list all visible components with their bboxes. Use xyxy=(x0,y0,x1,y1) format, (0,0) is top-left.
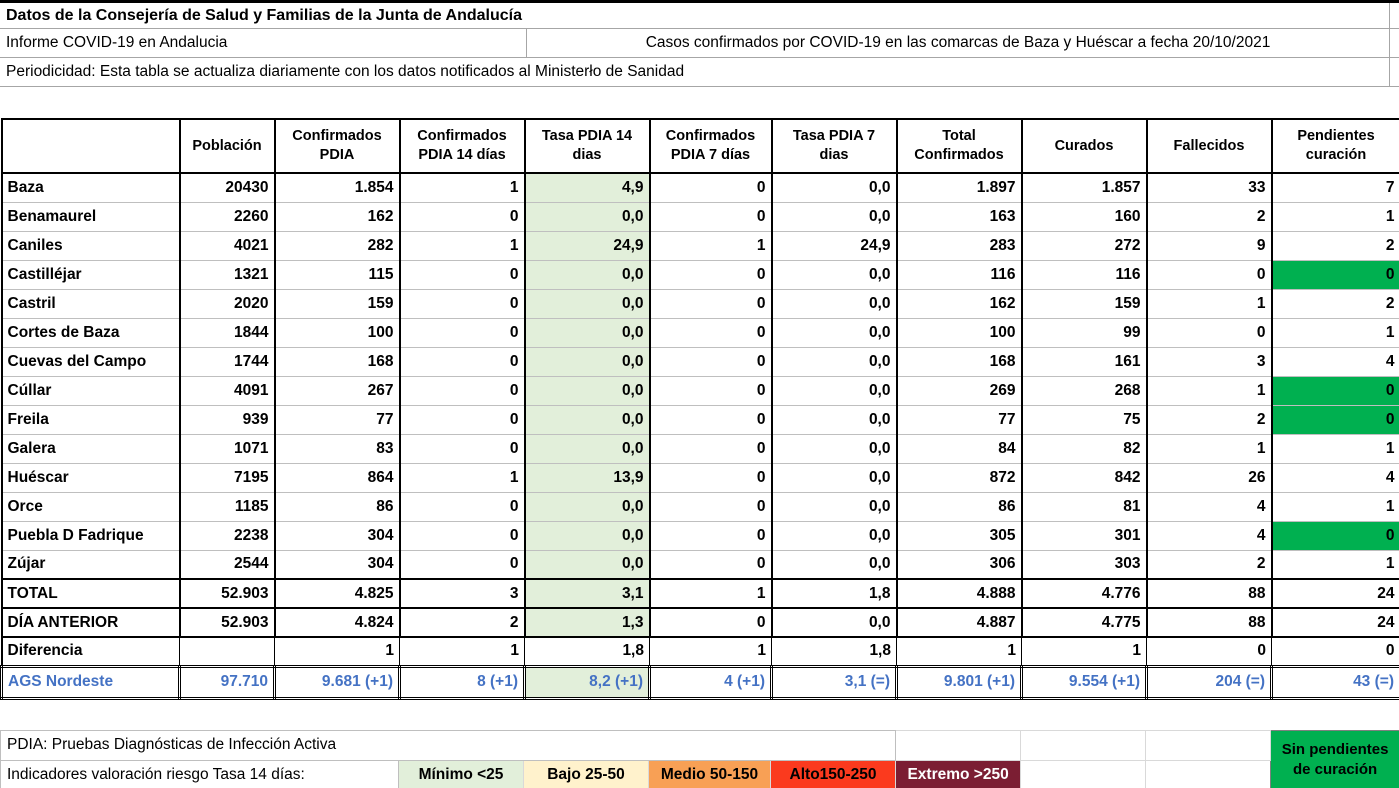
table-cell: 1.897 xyxy=(897,173,1022,202)
table-cell: 9 xyxy=(1147,231,1272,260)
table-cell: 1 xyxy=(1272,492,1399,521)
table-cell: 303 xyxy=(1022,550,1147,579)
column-header: Tasa PDIA 14 dias xyxy=(525,119,650,173)
table-row xyxy=(2,202,1399,231)
pdia-note-row xyxy=(1,730,1399,760)
table-cell: 1,3 xyxy=(525,608,650,637)
sheet-title-row xyxy=(0,0,1399,29)
row-name-cell: Castilléjar xyxy=(2,260,180,289)
table-cell: 0 xyxy=(400,405,525,434)
table-cell: 0,0 xyxy=(525,318,650,347)
table-cell: 1071 xyxy=(180,434,275,463)
table-header-row xyxy=(2,119,1399,173)
table-cell: 304 xyxy=(275,521,400,550)
table-cell: 267 xyxy=(275,376,400,405)
table-cell: 0,0 xyxy=(772,434,897,463)
table-cell: 159 xyxy=(1022,289,1147,318)
table-cell: 0 xyxy=(1272,376,1399,405)
grid-edge-line xyxy=(1389,29,1390,57)
table-cell: 0,0 xyxy=(772,521,897,550)
table-cell: 0 xyxy=(650,318,772,347)
table-cell: 1 xyxy=(275,637,400,666)
table-cell: 77 xyxy=(275,405,400,434)
table-cell: 1 xyxy=(1272,550,1399,579)
table-cell: 4.887 xyxy=(897,608,1022,637)
table-cell: 116 xyxy=(897,260,1022,289)
table-cell: 1744 xyxy=(180,347,275,376)
table-cell: 168 xyxy=(275,347,400,376)
table-cell: 33 xyxy=(1147,173,1272,202)
table-cell: 1 xyxy=(650,637,772,666)
table-cell: 0,0 xyxy=(772,260,897,289)
table-cell: 0 xyxy=(1272,260,1399,289)
table-cell: 4 (+1) xyxy=(650,666,772,698)
table-cell: 2 xyxy=(1272,231,1399,260)
table-row xyxy=(2,608,1399,637)
table-cell: 0,0 xyxy=(772,376,897,405)
table-cell: 282 xyxy=(275,231,400,260)
risk-legend-item: Alto150-250 xyxy=(771,760,896,788)
table-row xyxy=(2,637,1399,666)
grid-edge-line xyxy=(1389,58,1390,86)
table-cell: 83 xyxy=(275,434,400,463)
table-cell: 9.554 (+1) xyxy=(1022,666,1147,698)
table-cell: 84 xyxy=(897,434,1022,463)
table-cell: 3,1 xyxy=(525,579,650,608)
table-cell: 24 xyxy=(1272,608,1399,637)
table-cell: 269 xyxy=(897,376,1022,405)
table-cell: 86 xyxy=(275,492,400,521)
table-cell: 0 xyxy=(400,521,525,550)
table-cell: 168 xyxy=(897,347,1022,376)
periodicity-row xyxy=(0,58,1399,87)
table-cell: 0,0 xyxy=(772,492,897,521)
empty-cell xyxy=(896,730,1021,760)
table-cell: 0 xyxy=(1272,637,1399,666)
table-cell: 0 xyxy=(650,405,772,434)
table-cell: 0 xyxy=(650,608,772,637)
table-cell: 100 xyxy=(275,318,400,347)
table-row xyxy=(2,521,1399,550)
table-cell: 2260 xyxy=(180,202,275,231)
row-name-cell: TOTAL xyxy=(2,579,180,608)
table-cell: 0 xyxy=(1147,260,1272,289)
table-row xyxy=(2,405,1399,434)
table-cell: 116 xyxy=(1022,260,1147,289)
table-cell: 0 xyxy=(400,260,525,289)
table-cell xyxy=(180,637,275,666)
table-cell: 0,0 xyxy=(525,202,650,231)
table-cell: 115 xyxy=(275,260,400,289)
table-row xyxy=(2,579,1399,608)
table-cell: 81 xyxy=(1022,492,1147,521)
table-cell: 0,0 xyxy=(525,405,650,434)
risk-legend-item: Medio 50-150 xyxy=(649,760,771,788)
table-cell: 0,0 xyxy=(525,376,650,405)
table-cell: 0 xyxy=(400,318,525,347)
table-cell: 1 xyxy=(400,173,525,202)
row-name-cell: Huéscar xyxy=(2,463,180,492)
table-cell: 301 xyxy=(1022,521,1147,550)
table-cell: 4.824 xyxy=(275,608,400,637)
table-cell: 3 xyxy=(1147,347,1272,376)
column-header: Confirmados PDIA 7 días xyxy=(650,119,772,173)
risk-legend-row xyxy=(1,760,1399,788)
table-row xyxy=(2,376,1399,405)
table-cell: 0 xyxy=(400,347,525,376)
table-cell: 306 xyxy=(897,550,1022,579)
risk-legend-label: Indicadores valoración riesgo Tasa 14 días: xyxy=(1,760,399,788)
table-cell: 88 xyxy=(1147,608,1272,637)
table-cell: 939 xyxy=(180,405,275,434)
periodicity-note: Periodicidad: Esta tabla se actualiza diariamente con los datos notificados al Ministerło de Sanidad xyxy=(6,63,685,80)
table-cell: 0 xyxy=(650,202,772,231)
table-cell: 20430 xyxy=(180,173,275,202)
table-cell: 1,8 xyxy=(772,637,897,666)
table-cell: 0 xyxy=(400,492,525,521)
table-row xyxy=(2,434,1399,463)
table-cell: 0,0 xyxy=(772,405,897,434)
table-row xyxy=(2,463,1399,492)
table-cell: 1.854 xyxy=(275,173,400,202)
table-cell: 24,9 xyxy=(525,231,650,260)
table-cell: 1 xyxy=(400,231,525,260)
table-row xyxy=(2,173,1399,202)
legend-table xyxy=(0,730,1399,788)
report-name-cell: Informe COVID-19 en Andalucia xyxy=(0,29,527,57)
table-cell: 1 xyxy=(1022,637,1147,666)
table-row xyxy=(2,260,1399,289)
table-cell: 24 xyxy=(1272,579,1399,608)
table-cell: 52.903 xyxy=(180,579,275,608)
table-cell: 3,1 (=) xyxy=(772,666,897,698)
table-cell: 0 xyxy=(400,289,525,318)
row-name-cell: Castril xyxy=(2,289,180,318)
column-header: Pendientes curación xyxy=(1272,119,1399,173)
covid-data-table xyxy=(0,118,1399,700)
table-cell: 0,0 xyxy=(772,173,897,202)
table-cell: 1.857 xyxy=(1022,173,1147,202)
table-cell: 13,9 xyxy=(525,463,650,492)
table-cell: 1844 xyxy=(180,318,275,347)
row-name-cell: DÍA ANTERIOR xyxy=(2,608,180,637)
page-title: Datos de la Consejería de Salud y Familias de la Junta de Andalucía xyxy=(6,6,523,24)
table-cell: 7195 xyxy=(180,463,275,492)
row-name-cell: Caniles xyxy=(2,231,180,260)
table-cell: 1,8 xyxy=(525,637,650,666)
risk-legend-item: Extremo >250 xyxy=(896,760,1021,788)
table-cell: 0,0 xyxy=(525,347,650,376)
table-cell: 9.681 (+1) xyxy=(275,666,400,698)
row-name-cell: Baza xyxy=(2,173,180,202)
table-cell: 0,0 xyxy=(772,550,897,579)
table-cell: 4.776 xyxy=(1022,579,1147,608)
table-row xyxy=(2,550,1399,579)
table-cell: 159 xyxy=(275,289,400,318)
table-cell: 4.888 xyxy=(897,579,1022,608)
table-cell: 0,0 xyxy=(772,289,897,318)
table-cell: 86 xyxy=(897,492,1022,521)
table-cell: 1 xyxy=(897,637,1022,666)
row-name-cell: Galera xyxy=(2,434,180,463)
table-cell: 43 (=) xyxy=(1272,666,1399,698)
table-cell: 77 xyxy=(897,405,1022,434)
table-cell: 304 xyxy=(275,550,400,579)
table-cell: 0 xyxy=(650,173,772,202)
table-cell: 1 xyxy=(1147,434,1272,463)
table-cell: 1185 xyxy=(180,492,275,521)
table-cell: 160 xyxy=(1022,202,1147,231)
table-cell: 0,0 xyxy=(525,550,650,579)
table-cell: 0 xyxy=(650,550,772,579)
table-cell: 2 xyxy=(1147,405,1272,434)
table-cell: 0 xyxy=(650,434,772,463)
cases-header-cell: Casos confirmados por COVID-19 en las comarcas de Baza y Huéscar a fecha 20/10/2021 xyxy=(645,34,1271,51)
table-cell: 0,0 xyxy=(772,463,897,492)
table-cell: 0 xyxy=(650,521,772,550)
table-cell: 0,0 xyxy=(772,202,897,231)
column-header: Población xyxy=(180,119,275,173)
empty-cell xyxy=(1146,730,1271,760)
table-row xyxy=(2,492,1399,521)
table-cell: 0,0 xyxy=(772,608,897,637)
column-header: Tasa PDIA 7 dias xyxy=(772,119,897,173)
table-cell: 4.825 xyxy=(275,579,400,608)
row-name-cell: Benamaurel xyxy=(2,202,180,231)
table-cell: 1 xyxy=(650,231,772,260)
table-cell: 1321 xyxy=(180,260,275,289)
column-header: Confirmados PDIA 14 días xyxy=(400,119,525,173)
table-cell: 872 xyxy=(897,463,1022,492)
blank-row xyxy=(0,700,1399,730)
row-name-cell: Diferencia xyxy=(2,637,180,666)
table-cell: 52.903 xyxy=(180,608,275,637)
table-cell: 162 xyxy=(275,202,400,231)
table-cell: 4 xyxy=(1147,492,1272,521)
table-cell: 0 xyxy=(400,550,525,579)
table-row xyxy=(2,231,1399,260)
table-cell: 305 xyxy=(897,521,1022,550)
table-row xyxy=(2,318,1399,347)
table-cell: 162 xyxy=(897,289,1022,318)
table-cell: 0 xyxy=(400,376,525,405)
table-cell: 100 xyxy=(897,318,1022,347)
report-row xyxy=(0,29,1399,58)
pdia-note: PDIA: Pruebas Diagnósticas de Infección Activa xyxy=(1,730,896,760)
table-cell: 0,0 xyxy=(525,434,650,463)
table-cell: 842 xyxy=(1022,463,1147,492)
empty-cell xyxy=(1021,730,1146,760)
table-cell: 1 xyxy=(400,637,525,666)
table-cell: 4091 xyxy=(180,376,275,405)
row-name-cell: Orce xyxy=(2,492,180,521)
table-cell: 0,0 xyxy=(525,260,650,289)
table-cell: 0,0 xyxy=(525,521,650,550)
column-header: Confirmados PDIA xyxy=(275,119,400,173)
column-header: Fallecidos xyxy=(1147,119,1272,173)
row-name-cell: Cuevas del Campo xyxy=(2,347,180,376)
table-cell: 0 xyxy=(650,492,772,521)
row-name-cell: Freila xyxy=(2,405,180,434)
row-name-cell: Cortes de Baza xyxy=(2,318,180,347)
column-header: Curados xyxy=(1022,119,1147,173)
table-cell: 0 xyxy=(1147,318,1272,347)
table-cell: 88 xyxy=(1147,579,1272,608)
table-cell: 0,0 xyxy=(525,289,650,318)
grid-edge-line xyxy=(1389,3,1390,28)
table-cell: 2238 xyxy=(180,521,275,550)
table-cell: 0 xyxy=(650,260,772,289)
blank-row xyxy=(0,87,1399,118)
row-name-cell: Cúllar xyxy=(2,376,180,405)
table-cell: 99 xyxy=(1022,318,1147,347)
table-cell: 1 xyxy=(1147,376,1272,405)
table-cell: 0 xyxy=(1272,405,1399,434)
table-cell: 0 xyxy=(650,347,772,376)
table-cell: 204 (=) xyxy=(1147,666,1272,698)
table-row xyxy=(2,289,1399,318)
table-cell: 1 xyxy=(1272,202,1399,231)
table-cell: 0,0 xyxy=(772,318,897,347)
sin-pendientes-badge: Sin pendientes de curación xyxy=(1271,730,1399,788)
table-cell: 163 xyxy=(897,202,1022,231)
table-cell: 8,2 (+1) xyxy=(525,666,650,698)
table-cell: 4 xyxy=(1147,521,1272,550)
table-cell: 75 xyxy=(1022,405,1147,434)
table-cell: 2 xyxy=(1147,550,1272,579)
table-cell: 4021 xyxy=(180,231,275,260)
table-cell: 2 xyxy=(400,608,525,637)
row-name-cell: AGS Nordeste xyxy=(2,666,180,698)
table-cell: 283 xyxy=(897,231,1022,260)
table-cell: 7 xyxy=(1272,173,1399,202)
table-cell: 8 (+1) xyxy=(400,666,525,698)
table-cell: 161 xyxy=(1022,347,1147,376)
table-row xyxy=(2,666,1399,698)
table-cell: 2 xyxy=(1272,289,1399,318)
table-cell: 4 xyxy=(1272,463,1399,492)
table-cell: 1 xyxy=(650,579,772,608)
table-cell: 1 xyxy=(400,463,525,492)
risk-legend-item: Bajo 25-50 xyxy=(524,760,649,788)
table-cell: 1 xyxy=(1272,434,1399,463)
table-cell: 268 xyxy=(1022,376,1147,405)
table-cell: 0,0 xyxy=(772,347,897,376)
table-cell: 0 xyxy=(650,463,772,492)
table-cell: 0,0 xyxy=(525,492,650,521)
table-cell: 4.775 xyxy=(1022,608,1147,637)
table-cell: 1 xyxy=(1272,318,1399,347)
row-name-cell: Zújar xyxy=(2,550,180,579)
table-cell: 4 xyxy=(1272,347,1399,376)
table-cell: 0 xyxy=(650,376,772,405)
table-cell: 26 xyxy=(1147,463,1272,492)
table-cell: 2 xyxy=(1147,202,1272,231)
table-cell: 0 xyxy=(650,289,772,318)
table-cell: 3 xyxy=(400,579,525,608)
risk-legend-item: Mínimo <25 xyxy=(399,760,524,788)
table-cell: 0 xyxy=(1272,521,1399,550)
table-cell: 2020 xyxy=(180,289,275,318)
table-row xyxy=(2,347,1399,376)
empty-cell xyxy=(1146,760,1271,788)
table-cell: 1,8 xyxy=(772,579,897,608)
table-cell: 864 xyxy=(275,463,400,492)
table-cell: 0 xyxy=(1147,637,1272,666)
corner-header-cell xyxy=(2,119,180,173)
table-cell: 0 xyxy=(400,202,525,231)
row-name-cell: Puebla D Fadrique xyxy=(2,521,180,550)
table-cell: 82 xyxy=(1022,434,1147,463)
table-cell: 4,9 xyxy=(525,173,650,202)
table-cell: 2544 xyxy=(180,550,275,579)
table-cell: 0 xyxy=(400,434,525,463)
table-cell: 9.801 (+1) xyxy=(897,666,1022,698)
table-cell: 1 xyxy=(1147,289,1272,318)
table-cell: 97.710 xyxy=(180,666,275,698)
column-header: Total Confirmados xyxy=(897,119,1022,173)
table-cell: 272 xyxy=(1022,231,1147,260)
table-cell: 24,9 xyxy=(772,231,897,260)
empty-cell xyxy=(1021,760,1146,788)
